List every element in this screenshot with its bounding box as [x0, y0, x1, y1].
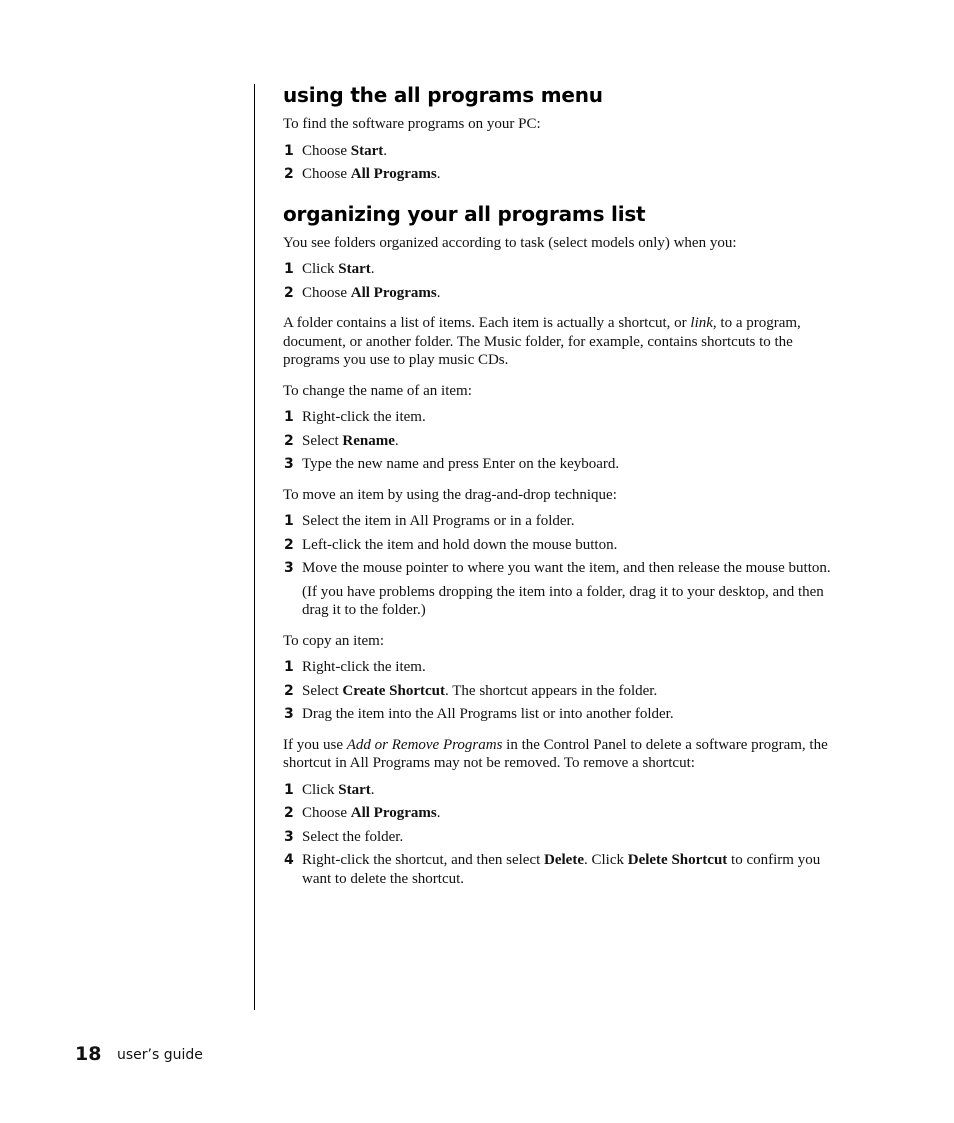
text-run: Select the item in All Programs or in a folder. — [302, 513, 575, 529]
text-run: Right-click the item. — [302, 659, 426, 675]
step-text — [302, 659, 426, 675]
text-run: , to a program, document, or another folder. The Music folder, for example, contains shortcuts to the programs you use to play music CDs. — [283, 315, 801, 368]
step-number: 1 — [284, 659, 294, 675]
section-heading: using the all programs menu — [283, 83, 603, 107]
text-run: To copy an item: — [283, 632, 385, 649]
step-item — [283, 284, 831, 303]
text-run: You see folders organized according to task (select models only) when you: — [283, 234, 737, 251]
text-run: Click — [302, 261, 339, 277]
step-number: 2 — [284, 432, 294, 449]
step-number: 2 — [284, 284, 294, 301]
step-text — [302, 433, 399, 449]
step-item — [283, 165, 831, 184]
step-text — [302, 560, 831, 576]
step-number: 3 — [284, 456, 294, 472]
step-item — [283, 828, 831, 847]
text-run: Choose — [302, 805, 351, 821]
step-item — [283, 851, 831, 888]
text-run: To find the software programs on your PC: — [283, 116, 541, 132]
text-run: . Click — [583, 852, 628, 868]
text-run: Move the mouse pointer to where you want the item, and then release the mouse button. — [302, 560, 831, 576]
step-text — [302, 166, 440, 182]
step-list — [283, 658, 831, 724]
step-number: 2 — [284, 805, 294, 821]
step-text — [302, 261, 375, 277]
step-item — [283, 512, 831, 531]
text-run: in the Control Panel to delete a software program, the shortcut in All Programs may not be removed. To remove a shortcut: — [283, 736, 828, 771]
bold-term: Delete Shortcut — [627, 852, 728, 868]
step-number: 1 — [284, 261, 294, 277]
text-run: Right-click the item. — [302, 409, 426, 425]
text-run: Click — [302, 781, 339, 798]
step-item — [283, 432, 831, 451]
step-number: 1 — [284, 142, 294, 159]
bold-term: Start — [350, 142, 384, 159]
bold-term: Delete — [544, 852, 584, 868]
bold-term: Create Shortcut — [342, 682, 446, 699]
text-run: . — [370, 781, 375, 798]
step-number: 2 — [284, 166, 294, 182]
step-text — [302, 683, 657, 699]
italic-term: Add or Remove Programs — [346, 736, 503, 753]
step-number: 1 — [284, 781, 294, 798]
step-item — [283, 804, 831, 823]
step-text — [302, 852, 820, 887]
step-list — [283, 781, 831, 889]
paragraph — [283, 382, 831, 401]
bold-term: Rename — [342, 432, 395, 449]
text-run: . — [370, 261, 375, 277]
step-item — [283, 705, 831, 724]
step-text — [302, 143, 387, 159]
page-content — [283, 82, 831, 893]
text-run: Right-click the shortcut, and then select — [302, 852, 545, 868]
step-text — [302, 706, 674, 722]
paragraph — [283, 632, 831, 651]
step-text — [302, 805, 440, 821]
paragraph — [283, 234, 831, 253]
step-item — [283, 658, 831, 677]
footer-label: user’s guide — [117, 1047, 203, 1063]
text-run: A folder contains a list of items. Each item is actually a shortcut, or — [283, 315, 691, 331]
text-run: Choose — [302, 166, 351, 182]
bold-term: Start — [338, 781, 371, 798]
text-run: . The shortcut appears in the folder. — [445, 682, 658, 699]
step-item — [283, 536, 831, 555]
text-run: . — [383, 142, 387, 159]
step-list — [283, 260, 831, 302]
step-list — [283, 142, 831, 184]
step-text — [302, 285, 440, 301]
text-run: Drag the item into the All Programs list or into another folder. — [302, 706, 674, 722]
step-number: 2 — [284, 682, 294, 699]
paragraph — [283, 486, 831, 505]
step-text — [302, 537, 617, 553]
step-number: 2 — [284, 536, 294, 553]
step-item — [283, 559, 831, 620]
step-number: 3 — [284, 706, 294, 722]
step-number: 1 — [284, 513, 294, 529]
bold-term: All Programs — [350, 166, 437, 182]
text-run: Choose — [302, 284, 351, 301]
section-heading: organizing your all programs list — [283, 201, 646, 226]
bold-term: Start — [338, 261, 371, 277]
bold-term: All Programs — [350, 284, 437, 301]
step-text — [302, 409, 426, 425]
step-item — [283, 260, 831, 279]
step-text — [302, 829, 403, 845]
text-run: Left-click the item and hold down the mouse button. — [302, 536, 618, 553]
margin-rule — [254, 84, 255, 1010]
text-run: . — [436, 805, 441, 821]
text-run: Type the new name and press Enter on the keyboard. — [302, 456, 620, 472]
bold-term: All Programs — [350, 805, 437, 821]
step-number: 3 — [284, 560, 294, 576]
step-number: 3 — [284, 828, 294, 845]
text-run: . — [436, 284, 441, 301]
step-note: (If you have problems dropping the item into a folder, drag it to your desktop, and then drag it to the folder.) — [302, 583, 824, 618]
text-run: If you use — [283, 736, 347, 753]
step-item — [283, 408, 831, 427]
italic-term: link — [690, 315, 713, 331]
text-run: Select — [302, 682, 343, 699]
page-number: 18 — [75, 1043, 102, 1065]
text-run: . — [394, 432, 399, 449]
text-run: Select the folder. — [302, 828, 404, 845]
step-item — [283, 142, 831, 161]
text-run: to confirm you want to delete the shortcut. — [302, 852, 821, 887]
text-run: Choose — [302, 142, 351, 159]
paragraph — [283, 736, 831, 773]
text-run: To move an item by using the drag-and-drop technique: — [283, 486, 617, 503]
text-run: . — [436, 166, 441, 182]
step-number: 4 — [284, 852, 294, 868]
step-item — [283, 781, 831, 800]
step-number: 1 — [284, 409, 294, 425]
paragraph — [283, 314, 831, 370]
step-list — [283, 408, 831, 474]
step-text — [302, 513, 574, 529]
step-text — [302, 782, 375, 798]
step-item — [283, 455, 831, 474]
step-text — [302, 456, 619, 472]
step-item — [283, 682, 831, 701]
paragraph — [283, 115, 831, 134]
step-list — [283, 512, 831, 620]
text-run: To change the name of an item: — [283, 382, 472, 399]
text-run: Select — [302, 432, 343, 449]
